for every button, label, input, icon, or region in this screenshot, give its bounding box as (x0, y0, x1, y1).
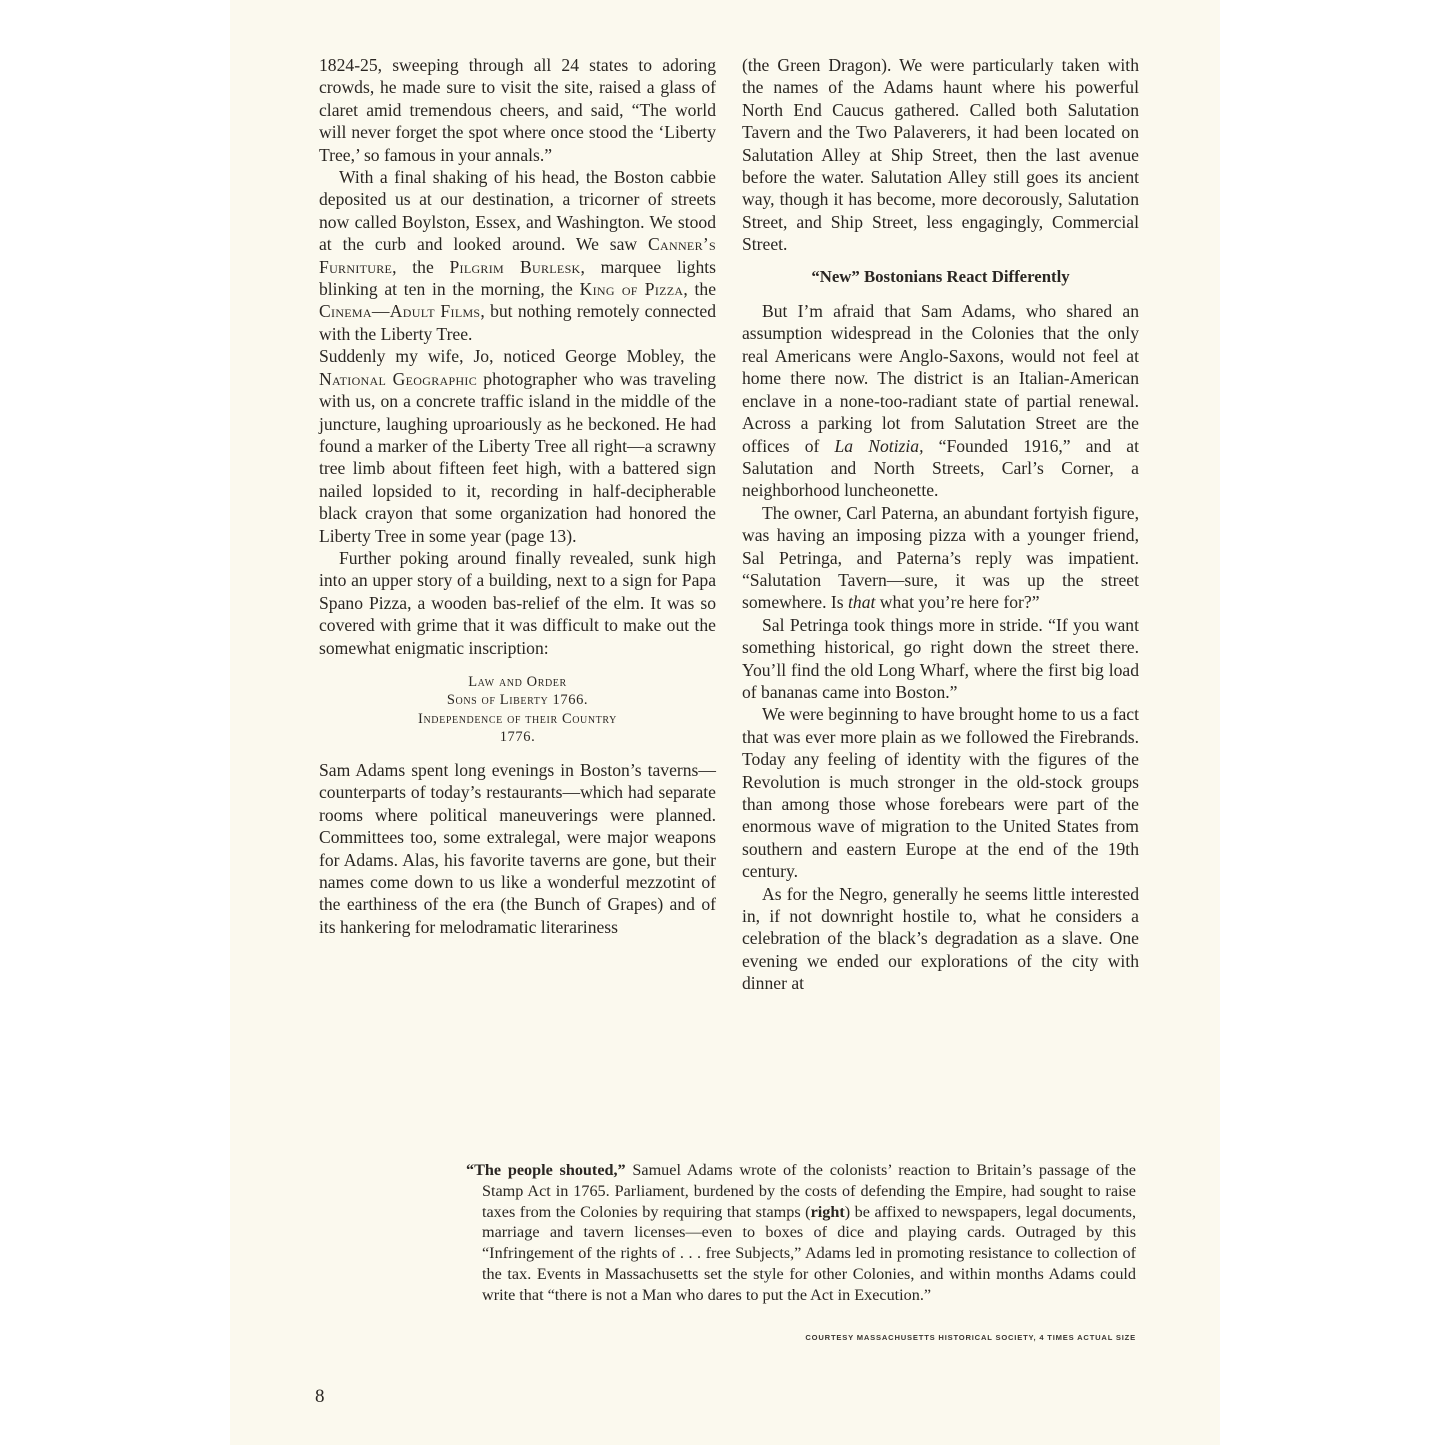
paragraph: We were beginning to have brought home to us a fact that was ever more plain as we followed the Firebrands. Today any feeling of identity with the figures of the Revolution is much stronger in the old-stock groups than among those whose forebears were part of the enormous wave of migration to the United States from southern and eastern Europe at the end of the 19th century. (742, 704, 1139, 882)
magazine-page (230, 0, 1220, 1445)
paragraph: Suddenly my wife, Jo, noticed George Mobley, the National Geographic photographer who was traveling with us, on a concrete traffic island in the middle of the juncture, laughing uproariously as he beckoned. He had found a marker of the Liberty Tree all right—a scrawny tree limb about fifteen feet high, with a battered sign nailed lopsided to it, recording in half-decipherable black crayon that some organization had honored the Liberty Tree in some year (page 13). (319, 346, 717, 546)
photo-caption (466, 1160, 1136, 1306)
paragraph: With a final shaking of his head, the Boston cabbie deposited us at our destination, a tricorner of streets now called Boylston, Essex, and Washington. We stood at the curb and looked around. We saw Canner’s Furniture, the Pilgrim Burlesk, marquee lights blinking at ten in the morning, the King of Pizza, the Cinema—Adult Films, but nothing remotely connected with the Liberty Tree. (319, 167, 717, 344)
small-caps-text: National Geographic (319, 368, 478, 389)
italic-text: La Notizia, (834, 435, 924, 456)
paragraph: Sam Adams spent long evenings in Boston’s taverns—counterparts of today’s restaurants—which had separate rooms where political maneuverings were planned. Committees too, some extralegal, were major weapons for Adams. Alas, his favorite taverns are gone, but their names come down to us like a wonderful mezzotint of the earthiness of the era (the Bunch of Grapes) and of its hankering for melodramatic literariness (319, 759, 716, 937)
small-caps-text: King of Pizza (579, 279, 684, 300)
paragraph: Further poking around finally revealed, sunk high into an upper story of a building, next to a sign for Papa Spano Pizza, a wooden bas-relief of the elm. It was so covered with grime that it was difficult to make out the somewhat enigmatic inscription: (319, 547, 716, 658)
inscription-line: Law and Order (468, 673, 567, 690)
italic-text: that (848, 592, 876, 613)
small-caps-text: Pilgrim Burlesk (449, 256, 581, 277)
paragraph: 1824-25, sweeping through all 24 states to adoring crowds, he made sure to visit the site, raised a glass of claret amid tremendous cheers, and said, “The world will never forget the spot where once stood the ‘Liberty Tree,’ so famous in your annals.” (319, 55, 716, 165)
inscription (319, 673, 716, 747)
small-caps-text: Canner’s Furniture (319, 234, 716, 277)
small-caps-text: Cinema—Adult Films (319, 301, 481, 322)
paragraph: (the Green Dragon). We were particularly taken with the names of the Adams haunt where his powerful North End Caucus gathered. Called both Salutation Tavern and the Two Palaverers, it had been located on Salutation Alley at Ship Street, then the last avenue before the water. Salutation Alley still goes its ancient way, though it has become, more decorously, Salutation Street, and Ship Street, less engagingly, Commercial Street. (742, 55, 1139, 255)
caption-bold: right (810, 1202, 845, 1221)
inscription-line: 1776. (499, 729, 536, 746)
inscription-line: Independence of their Country (418, 710, 617, 727)
left-column (319, 54, 716, 938)
caption-lead: “The people shouted,” (466, 1161, 626, 1179)
inscription-line: Sons of Liberty 1766. (446, 692, 589, 709)
paragraph: Sal Petringa took things more in stride. “If you want something historical, go right down the street there. You’ll find the old Long Wharf, where the first big load of bananas came into Boston.” (742, 614, 1139, 702)
page-number: 8 (315, 1386, 325, 1407)
paragraph: As for the Negro, generally he seems little interested in, if not downright hostile to, what he considers a celebration of the black’s degradation as a slave. One evening we ended our explorations of the city with dinner at (742, 883, 1139, 994)
caption-text: “The people shouted,” Samuel Adams wrote of the colonists’ reaction to Britain’s passage of the Stamp Act in 1765. Parliament, burdened by the costs of defending the Empire, had sought to raise taxes from the Colonies by requiring that stamps (right) be affixed to newspapers, legal documents, marriage and tavern licenses—even to boxes of dice and playing cards. Outraged by this “Infringement of the rights of . . . free Subjects,” Adams led in promoting resistance to collection of the tax. Events in Massachusetts set the style for other Colonies, and within months Adams could write that “there is not a Man who dares to put the Act in Execution.” (466, 1161, 1136, 1304)
paragraph: But I’m afraid that Sam Adams, who shared an assumption widespread in the Colonies that the only real Americans were Anglo-Saxons, would not feel at home there now. The district is an Italian-American enclave in a none-too-radiant state of partial renewal. Across a parking lot from Salutation Street are the offices of La Notizia, “Founded 1916,” and at Salutation and North Streets, Carl’s Corner, a neighborhood luncheonette. (742, 301, 1139, 501)
section-subhead: “New” Bostonians React Differently (811, 266, 1070, 286)
paragraph: The owner, Carl Paterna, an abundant fortyish figure, was having an imposing pizza with a younger friend, Sal Petringa, and Paterna’s reply was impatient. “Salutation Tavern—sure, it was up the street somewhere. Is that what you’re here for?” (742, 502, 1139, 613)
photo-credit: COURTESY MASSACHUSETTS HISTORICAL SOCIETY, 4 TIMES ACTUAL SIZE (805, 1333, 1136, 1342)
right-column (742, 54, 1139, 995)
